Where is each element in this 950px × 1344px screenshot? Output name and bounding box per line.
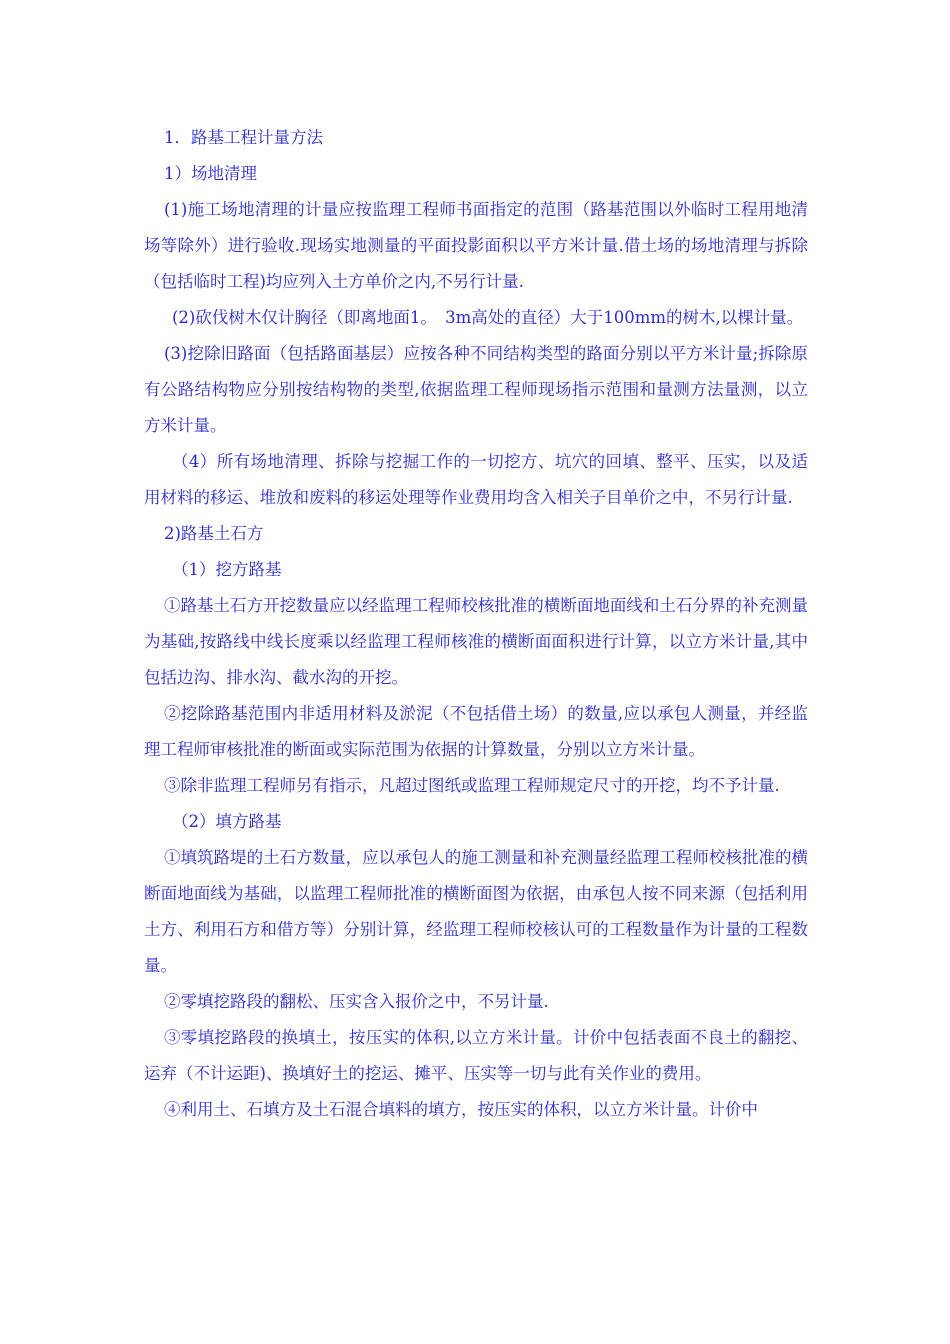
- paragraph: ①路基土石方开挖数量应以经监理工程师校核批准的横断面地面线和土石分界的补充测量为基础,按路线中线长度乘以经监理工程师核准的横断面面积进行计算，以立方米计量,其中包括边沟、排水沟、截水沟的开挖。: [144, 596, 808, 687]
- paragraph: ③零填挖路段的换填土，按压实的体积,以立方米计量。计价中包括表面不良土的翻挖、运弃（不计运距)、换填好土的挖运、摊平、压实等一切与此有关作业的费用。: [144, 1028, 808, 1083]
- paragraph: (2)砍伐树木仅计胸径（即离地面1。 3m高处的直径）大于100mm的树木,以棵计量。: [172, 308, 804, 327]
- subsection-heading: （1）挖方路基: [172, 560, 282, 579]
- paragraph: ②零填挖路段的翻松、压实含入报价之中，不另计量.: [164, 992, 549, 1011]
- paragraph: (3)挖除旧路面（包括路面基层）应按各种不同结构类型的路面分别以平方米计量;拆除原有公路结构物应分别按结构物的类型,依据监理工程师现场指示范围和量测方法量测，以立方米计量。: [144, 344, 808, 435]
- document-body: [144, 120, 808, 1128]
- paragraph: （4）所有场地清理、拆除与挖掘工作的一切挖方、坑穴的回填、整平、压实，以及适用材料的移运、堆放和废料的移运处理等作业费用均含入相关子目单价之中，不另行计量.: [144, 452, 808, 507]
- paragraph: ③除非监理工程师另有指示，凡超过图纸或监理工程师规定尺寸的开挖，均不予计量.: [164, 776, 780, 795]
- subsection-heading: （2）填方路基: [172, 812, 282, 831]
- paragraph: ④利用土、石填方及土石混合填料的填方，按压实的体积，以立方米计量。计价中: [164, 1100, 758, 1119]
- subsection-heading: 2)路基土石方: [164, 524, 264, 543]
- paragraph: ②挖除路基范围内非适用材料及淤泥（不包括借土场）的数量,应以承包人测量，并经监理工程师审核批准的断面或实际范围为依据的计算数量，分别以立方米计量。: [144, 704, 808, 759]
- paragraph: ①填筑路堤的土石方数量，应以承包人的施工测量和补充测量经监理工程师校核批准的横断面地面线为基础，以监理工程师批准的横断面图为依据，由承包人按不同来源（包括利用土方、利用石方和借方等）分别计算，经监理工程师校核认可的工程数量作为计量的工程数量。: [144, 848, 808, 975]
- subsection-heading: 1）场地清理: [164, 164, 257, 183]
- paragraph: (1)施工场地清理的计量应按监理工程师书面指定的范围（路基范围以外临时工程用地清场等除外）进行验收.现场实地测量的平面投影面积以平方米计量.借土场的场地清理与拆除（包括临时工程)均应列入土方单价之内,不另行计量.: [144, 200, 808, 291]
- section-heading: 1．路基工程计量方法: [164, 128, 323, 147]
